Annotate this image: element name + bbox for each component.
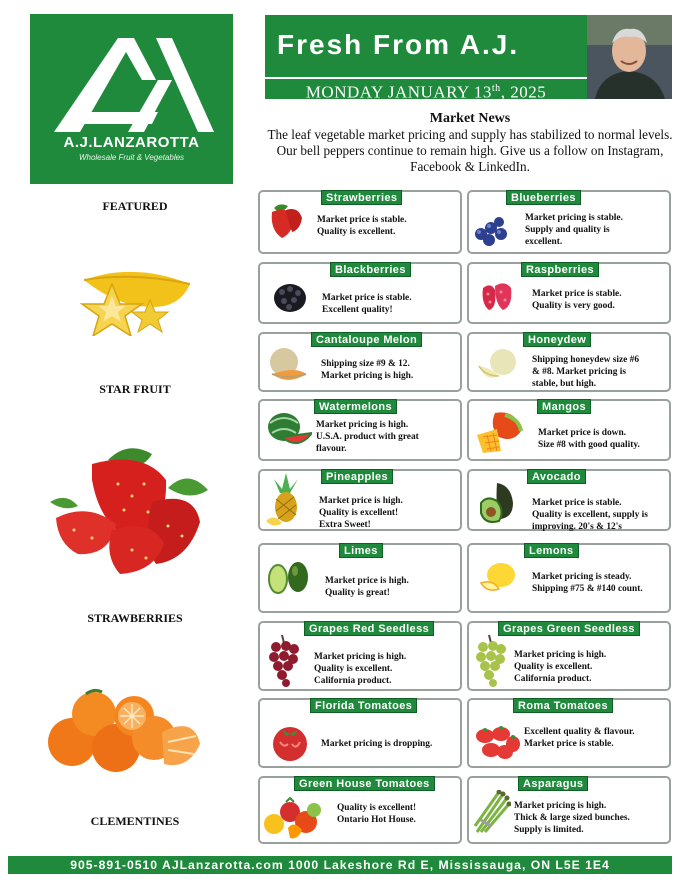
date-year: , 2025 (500, 82, 547, 102)
pineapple-icon (264, 473, 308, 529)
blackberries-icon (270, 280, 310, 314)
cantaloupe-icon (266, 344, 308, 386)
product-status: Market price is high. Quality is excellent! Extra Sweet! (319, 496, 403, 530)
aj-logo-icon (48, 24, 218, 134)
product-name: Lemons (524, 543, 579, 558)
honeydew-icon (477, 346, 519, 382)
brand-name: A.J.LANZAROTTA (63, 134, 200, 151)
product-status: Market pricing is high. Quality is excellent. California product. (314, 652, 407, 686)
watermelon-icon (266, 411, 312, 449)
product-status: Market price is stable. Quality is very good. (532, 289, 622, 311)
footer-website[interactable]: AJLanzarotta.com (162, 858, 284, 872)
product-name: Blackberries (330, 262, 411, 277)
product-card (467, 543, 671, 613)
brand-logo (30, 14, 233, 184)
strawberries-label: STRAWBERRIES (87, 611, 183, 625)
product-status: Shipping size #9 & 12. Market pricing is high. (321, 359, 414, 381)
product-card (467, 776, 671, 844)
strawberries-image (48, 440, 212, 576)
clementines-image (42, 684, 206, 778)
brand-tagline: Wholesale Fruit & Vegetables (78, 153, 185, 162)
product-status: Excellent quality & flavour. Market price is stable. (524, 727, 635, 749)
product-name: Watermelons (314, 399, 397, 414)
product-status: Shipping honeydew size #6 & #8. Market pricing is stable, but high. (532, 355, 640, 389)
product-status: Market price is down. Size #8 with good quality. (538, 428, 640, 450)
product-card (467, 469, 671, 531)
product-status: Market pricing is high. Thick & large sized bunches. Supply is limited. (514, 801, 630, 835)
product-name: Blueberries (506, 190, 581, 205)
greenhouse-tomato-icon (262, 794, 324, 840)
product-name: Roma Tomatoes (513, 698, 613, 713)
owner-photo (587, 15, 672, 99)
product-card (258, 262, 462, 324)
asparagus-icon (473, 790, 511, 834)
product-card (258, 543, 462, 613)
strawberry-icon (264, 200, 304, 240)
page-title: Fresh From A.J. (277, 29, 520, 60)
product-card (258, 190, 462, 254)
product-status: Market pricing is steady. Shipping #75 & #140 count. (532, 572, 643, 594)
raspberries-icon (479, 278, 515, 314)
product-card (467, 332, 671, 392)
product-name: Mangos (537, 399, 591, 414)
product-card (258, 621, 462, 691)
product-name: Grapes Red Seedless (304, 621, 434, 636)
product-status: Market pricing is high. U.S.A. product with great flavour. (316, 420, 419, 454)
roma-tomato-icon (473, 722, 521, 760)
product-name: Florida Tomatoes (310, 698, 417, 713)
product-status: Market pricing is stable. Supply and quality is excellent. (525, 213, 623, 247)
footer-phone[interactable]: 905-891-0510 (70, 858, 159, 872)
footer-contact (8, 856, 672, 874)
product-card (258, 332, 462, 392)
product-name: Green House Tomatoes (294, 776, 435, 791)
product-card (258, 698, 462, 768)
product-name: Cantaloupe Melon (311, 332, 422, 347)
product-card (467, 190, 671, 254)
clementines-label: CLEMENTINES (90, 814, 180, 828)
footer-address: 1000 Lakeshore Rd E, Mississauga, ON L5E 1E4 (288, 858, 610, 872)
product-name: Asparagus (518, 776, 588, 791)
product-card (258, 776, 462, 844)
product-card (467, 399, 671, 461)
tomato-icon (268, 720, 312, 762)
product-name: Avocado (527, 469, 586, 484)
date-banner (265, 77, 587, 102)
green-grapes-icon (473, 633, 507, 687)
product-status: Market price is stable. Quality is excellent, supply is improving. 20's & 12's (532, 498, 648, 532)
star-fruit-label: STAR FRUIT (99, 382, 171, 396)
star-fruit-image (54, 262, 194, 336)
product-name: Limes (339, 543, 383, 558)
product-card (258, 469, 462, 531)
product-status: Market pricing is high. Quality is excellent. California product. (514, 650, 607, 684)
news-body: The leaf vegetable market pricing and supply has stabilized to normal levels. Our bell peppers continue to remain high. Give us a follow on Instagram, Facebook & LinkedIn. (267, 127, 673, 174)
lime-icon (266, 559, 312, 595)
product-name: Grapes Green Seedless (498, 621, 640, 636)
product-status: Market pricing is dropping. (321, 739, 433, 749)
product-name: Raspberries (521, 262, 599, 277)
product-card (467, 698, 671, 768)
lemon-icon (477, 559, 517, 595)
date-ordinal: th (491, 83, 501, 94)
product-name: Pineapples (321, 469, 393, 484)
news-title: Market News (429, 111, 511, 126)
product-card (467, 621, 671, 691)
mango-icon (475, 409, 523, 455)
date-text: MONDAY JANUARY 13 (305, 82, 492, 102)
avocado-icon (477, 481, 519, 525)
product-status: Quality is excellent! Ontario Hot House. (337, 803, 417, 825)
product-card (258, 399, 462, 461)
red-grapes-icon (266, 633, 300, 687)
product-name: Strawberries (321, 190, 402, 205)
product-status: Market price is stable. Quality is excellent. (317, 215, 407, 237)
product-status: Market price is high. Quality is great! (325, 576, 409, 598)
featured-label: FEATURED (102, 199, 168, 213)
blueberries-icon (471, 208, 511, 248)
product-status: Market price is stable. Excellent quality! (322, 293, 412, 315)
product-name: Honeydew (523, 332, 591, 347)
product-card (467, 262, 671, 324)
